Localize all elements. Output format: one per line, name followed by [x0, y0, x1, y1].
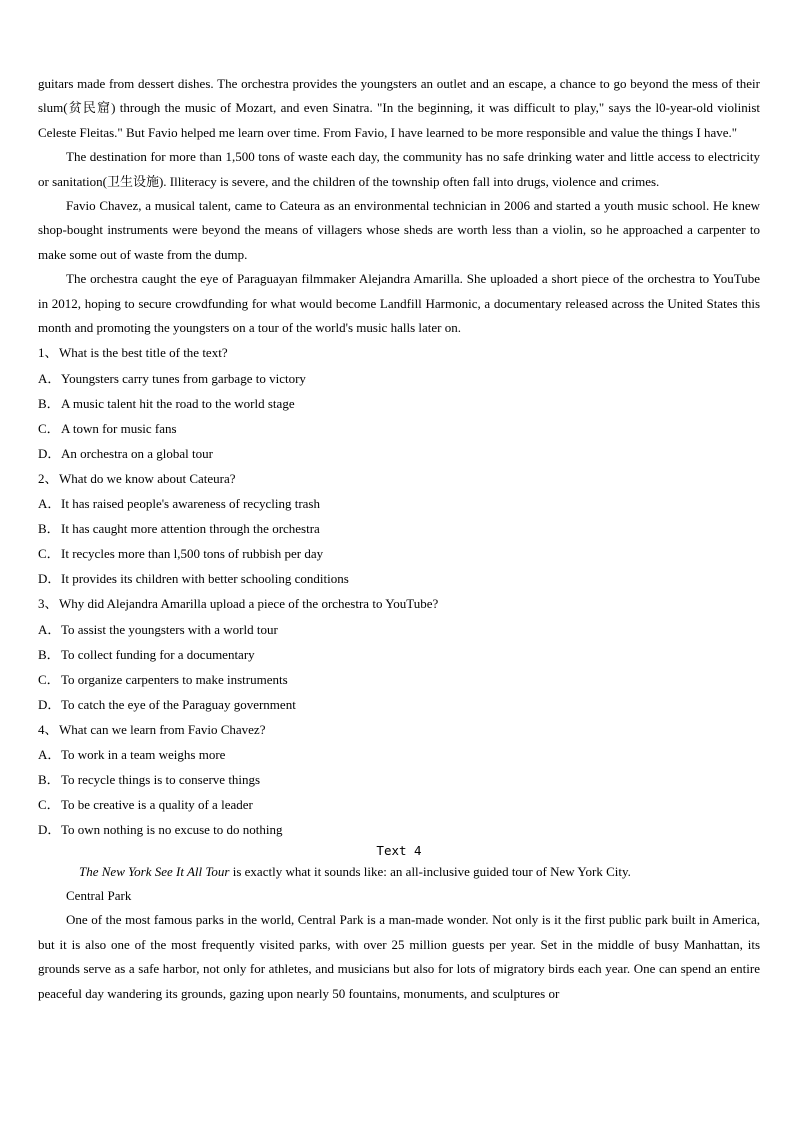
option-letter: D．	[38, 571, 61, 587]
option-a	[38, 742, 760, 767]
option-text: To catch the eye of the Paraguay government	[61, 696, 296, 712]
question-4	[38, 717, 760, 842]
option-d	[38, 441, 760, 466]
option-letter: A．	[38, 621, 61, 637]
option-letter: A．	[38, 370, 61, 386]
option-text: An orchestra on a global tour	[61, 445, 213, 461]
option-d	[38, 566, 760, 591]
option-letter: C．	[38, 420, 60, 436]
option-a	[38, 366, 760, 391]
option-letter: D．	[38, 822, 61, 838]
option-text: It has caught more attention through the orchestra	[61, 521, 320, 537]
option-text: It provides its children with better schooling conditions	[61, 571, 349, 587]
question-text: Why did Alejandra Amarilla upload a piece of the orchestra to YouTube?	[59, 596, 439, 612]
question-3	[38, 591, 760, 716]
tour-title: The New York See It All Tour	[79, 864, 230, 880]
option-letter: D．	[38, 696, 61, 712]
text-4-intro	[38, 860, 760, 884]
passage-paragraph-4: The orchestra caught the eye of Paraguayan filmmaker Alejandra Amarilla. She uploaded a short piece of the orchestra to YouTube in 2012, hoping to secure crowdfunding for what would become Landfill Harmonic, a documentary released across the United States this month and promoting the youngsters on a tour of the world's music halls later on.	[38, 271, 760, 336]
option-letter: C．	[38, 671, 60, 687]
option-a	[38, 617, 760, 642]
option-b	[38, 391, 760, 416]
option-text: A music talent hit the road to the world stage	[61, 395, 295, 411]
option-b	[38, 767, 760, 792]
question-stem	[38, 466, 760, 491]
option-d	[38, 692, 760, 717]
question-stem	[38, 717, 760, 742]
question-text: What can we learn from Favio Chavez?	[59, 721, 266, 737]
option-letter: A．	[38, 746, 61, 762]
question-number: 1、	[38, 345, 58, 361]
option-a	[38, 491, 760, 516]
option-letter: B．	[38, 772, 60, 788]
option-c	[38, 541, 760, 566]
document-page	[38, 72, 760, 1006]
option-letter: B．	[38, 646, 60, 662]
option-text: To assist the youngsters with a world tour	[61, 621, 278, 637]
question-stem	[38, 591, 760, 616]
question-text: What is the best title of the text?	[59, 345, 228, 361]
option-letter: B．	[38, 521, 60, 537]
question-text: What do we know about Cateura?	[59, 470, 236, 486]
question-2	[38, 466, 760, 591]
option-letter: A．	[38, 496, 61, 512]
option-text: To work in a team weighs more	[61, 746, 226, 762]
option-letter: C．	[38, 797, 60, 813]
option-text: Youngsters carry tunes from garbage to victory	[61, 370, 306, 386]
intro-text: is exactly what it sounds like: an all-inclusive guided tour of New York City.	[229, 864, 631, 880]
question-stem	[38, 340, 760, 365]
central-park-paragraph: One of the most famous parks in the world, Central Park is a man-made wonder. Not only is it the first public park built in America, but it is also one of the most frequently visited parks, with over 25 million guests per year. Set in the middle of busy Manhattan, its grounds serve as a safe harbor, not only for athletes, and musicians but also for lots of migratory birds each year. One can spend an entire peaceful day wandering its grounds, gazing upon nearly 50 fountains, monuments, and sculptures or	[38, 912, 760, 1001]
option-text: It has raised people's awareness of recycling trash	[61, 496, 320, 512]
text-4-heading: Text 4	[376, 843, 422, 859]
option-letter: D．	[38, 445, 61, 461]
central-park-subheading: Central Park	[66, 888, 132, 904]
question-number: 4、	[38, 721, 58, 737]
option-text: To be creative is a quality of a leader	[61, 797, 253, 813]
option-letter: B．	[38, 395, 60, 411]
question-number: 3、	[38, 596, 58, 612]
option-d	[38, 817, 760, 842]
option-text: To own nothing is no excuse to do nothing	[61, 822, 283, 838]
option-text: To recycle things is to conserve things	[61, 772, 261, 788]
option-letter: C．	[38, 546, 60, 562]
question-number: 2、	[38, 470, 58, 486]
passage-paragraph-1: guitars made from dessert dishes. The orchestra provides the youngsters an outlet and an escape, a chance to go beyond the mess of their slum(贫民窟) through the music of Mozart, and even Sinatra. "In the beginning, it was difficult to play," says the l0-year-old violinist Celeste Fleitas." But Favio helped me learn over time. From Favio, I have learned to be more responsible and value the things I have."	[38, 76, 760, 140]
question-1	[38, 340, 760, 465]
option-b	[38, 642, 760, 667]
option-text: It recycles more than l,500 tons of rubbish per day	[61, 546, 324, 562]
option-text: A town for music fans	[61, 420, 177, 436]
option-c	[38, 792, 760, 817]
passage-paragraph-2: The destination for more than 1,500 tons of waste each day, the community has no safe drinking water and little access to electricity or sanitation(卫生设施). Illiteracy is severe, and the children of the township often fall into drugs, violence and crimes.	[38, 149, 760, 189]
option-b	[38, 516, 760, 541]
option-text: To organize carpenters to make instruments	[61, 671, 288, 687]
passage-paragraph-3: Favio Chavez, a musical talent, came to Cateura as an environmental technician in 2006 and started a youth music school. He knew shop-bought instruments were beyond the means of villagers whose sheds are worth less than a violin, so he approached a carpenter to make some out of waste from the dump.	[38, 198, 760, 262]
option-c	[38, 416, 760, 441]
option-c	[38, 667, 760, 692]
option-text: To collect funding for a documentary	[61, 646, 255, 662]
